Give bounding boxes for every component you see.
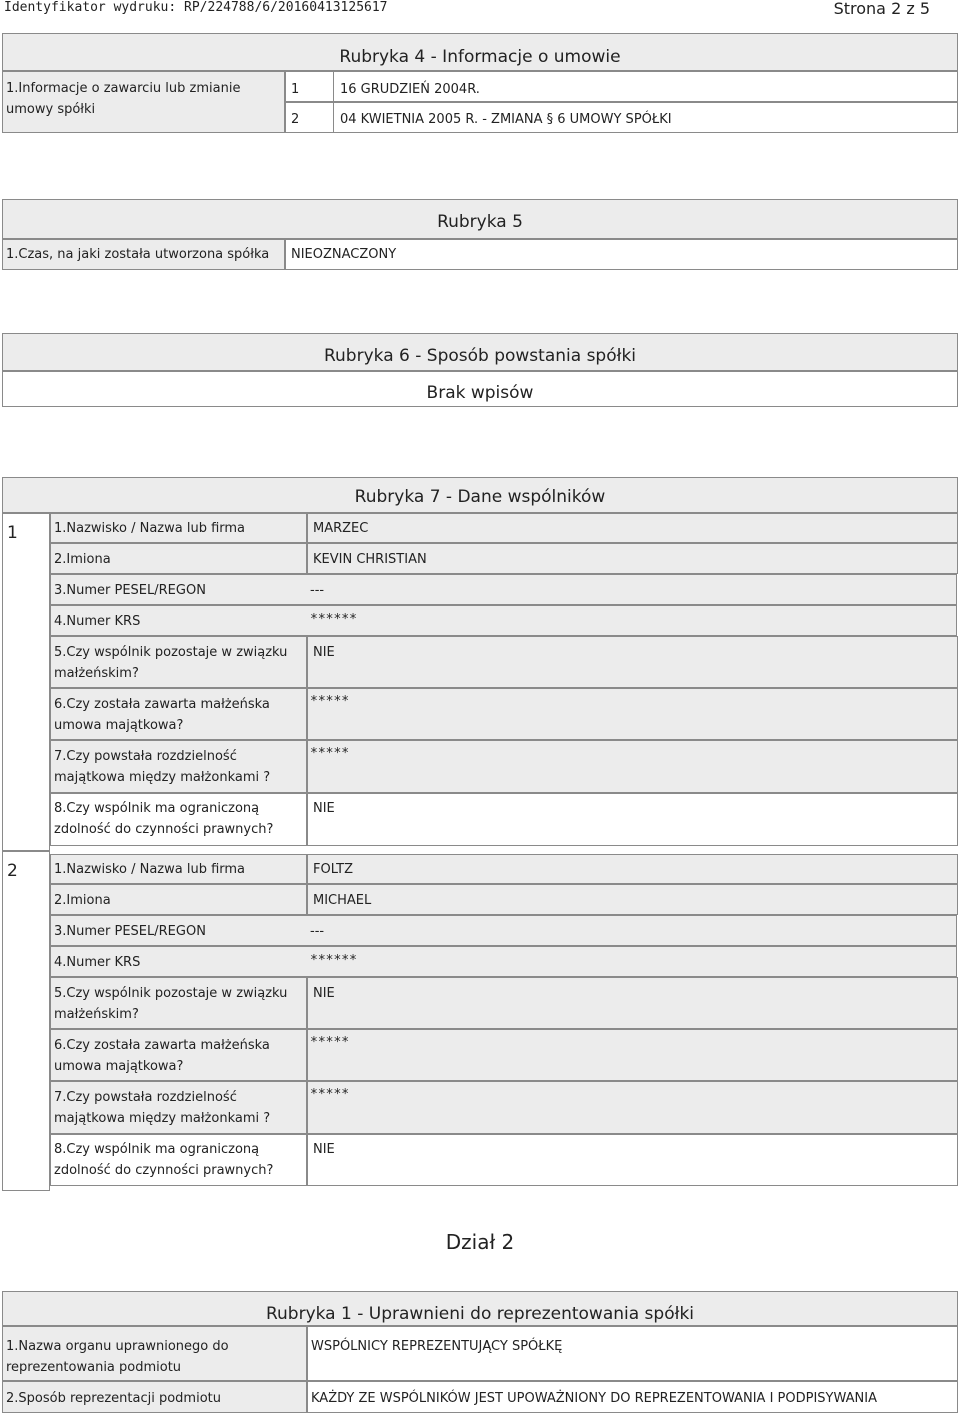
rubryka4-entry-num: 1 <box>291 82 300 97</box>
partner-q8-label: 8.Czy wspólnik ma ograniczoną <box>54 801 260 816</box>
partner-q6-label: 6.Czy została zawarta małżeńska <box>54 1038 270 1053</box>
partner-pesel-label: 3.Numer PESEL/REGON <box>54 924 206 939</box>
partner-q6-label-cont: umowa majątkowa? <box>54 718 184 733</box>
partner-pesel-label: 3.Numer PESEL/REGON <box>54 583 206 598</box>
rubryka5-title: Rubryka 5 <box>437 212 523 232</box>
representation-method-label: 2.Sposób reprezentacji podmiotu <box>6 1391 221 1406</box>
partner-name: FOLTZ <box>313 862 354 877</box>
partner-name-label: 1.Nazwisko / Nazwa lub firma <box>54 862 246 877</box>
partner-pesel: --- <box>310 924 325 939</box>
partner-number: 1 <box>7 523 18 543</box>
rubryka6-empty: Brak wpisów <box>426 383 534 403</box>
partner-firstnames: KEVIN CHRISTIAN <box>313 552 427 567</box>
partner-krs: ****** <box>310 953 357 968</box>
partner-q5-label-cont: małżeńskim? <box>54 666 139 681</box>
partner-firstnames-label: 2.Imiona <box>54 552 111 567</box>
partner-q7-label: 7.Czy powstała rozdzielność <box>54 749 237 764</box>
representation-method: KAŻDY ZE WSPÓLNIKÓW JEST UPOWAŻNIONY DO REPREZENTOWANIA I PODPISYWANIA <box>311 1391 877 1406</box>
dzial2-rubryka1-title: Rubryka 1 - Uprawnieni do reprezentowania spółki <box>265 1304 695 1324</box>
representation-organ: WSPÓLNICY REPREZENTUJĄCY SPÓŁKĘ <box>311 1339 563 1354</box>
partner-q8: NIE <box>313 801 335 816</box>
rubryka4-entry-num: 2 <box>291 112 300 127</box>
partner-q6: ***** <box>310 694 350 709</box>
rubryka5-value: NIEOZNACZONY <box>291 247 397 262</box>
rubryka7-title: Rubryka 7 - Dane wspólników <box>354 487 606 507</box>
rubryka4-entry-value: 04 KWIETNIA 2005 R. - ZMIANA § 6 UMOWY SPÓŁKI <box>340 112 672 127</box>
partner-q5: NIE <box>313 986 335 1001</box>
partner-name: MARZEC <box>313 521 369 536</box>
rubryka4-title: Rubryka 4 - Informacje o umowie <box>339 47 621 67</box>
partner-q7-label: 7.Czy powstała rozdzielność <box>54 1090 237 1105</box>
representation-organ-label-cont: reprezentowania podmiotu <box>6 1360 182 1375</box>
partner-krs-label: 4.Numer KRS <box>54 614 141 629</box>
partner-q8: NIE <box>313 1142 335 1157</box>
rubryka4-entry-value: 16 GRUDZIEŃ 2004R. <box>340 82 480 97</box>
rubryka6-title: Rubryka 6 - Sposób powstania spółki <box>323 346 637 366</box>
partner-name-label: 1.Nazwisko / Nazwa lub firma <box>54 521 246 536</box>
partner-q7-label-cont: majątkowa między małżonkami ? <box>54 1111 271 1126</box>
print-identifier: Identyfikator wydruku: RP/224788/6/20160413125617 <box>4 0 388 15</box>
partner-q5-label: 5.Czy wspólnik pozostaje w związku <box>54 645 288 660</box>
partner-q7: ***** <box>310 746 350 761</box>
representation-organ-label: 1.Nazwa organu uprawnionego do <box>6 1339 229 1354</box>
partner-q7: ***** <box>310 1087 350 1102</box>
partner-number: 2 <box>7 861 18 881</box>
partner-krs-label: 4.Numer KRS <box>54 955 141 970</box>
partner-firstnames: MICHAEL <box>313 893 372 908</box>
partner-q6-label: 6.Czy została zawarta małżeńska <box>54 697 270 712</box>
partner-q8-label: 8.Czy wspólnik ma ograniczoną <box>54 1142 260 1157</box>
partner-q6: ***** <box>310 1035 350 1050</box>
section-title: Dział 2 <box>445 1230 515 1254</box>
partner-q6-label-cont: umowa majątkowa? <box>54 1059 184 1074</box>
partner-pesel: --- <box>310 583 325 598</box>
partner-q5-label-cont: małżeńskim? <box>54 1007 139 1022</box>
partner-q8-label-cont: zdolność do czynności prawnych? <box>54 822 274 837</box>
partner-q8-label-cont: zdolność do czynności prawnych? <box>54 1163 274 1178</box>
rubryka4-label: 1.Informacje o zawarciu lub zmianie <box>6 81 241 96</box>
partner-q7-label-cont: majątkowa między małżonkami ? <box>54 770 271 785</box>
partner-krs: ****** <box>310 612 357 627</box>
rubryka4-label-cont: umowy spółki <box>6 102 96 117</box>
page-number: Strona 2 z 5 <box>833 0 930 18</box>
partner-q5-label: 5.Czy wspólnik pozostaje w związku <box>54 986 288 1001</box>
rubryka5-label: 1.Czas, na jaki została utworzona spółka <box>6 247 270 262</box>
partner-q5: NIE <box>313 645 335 660</box>
partner-firstnames-label: 2.Imiona <box>54 893 111 908</box>
